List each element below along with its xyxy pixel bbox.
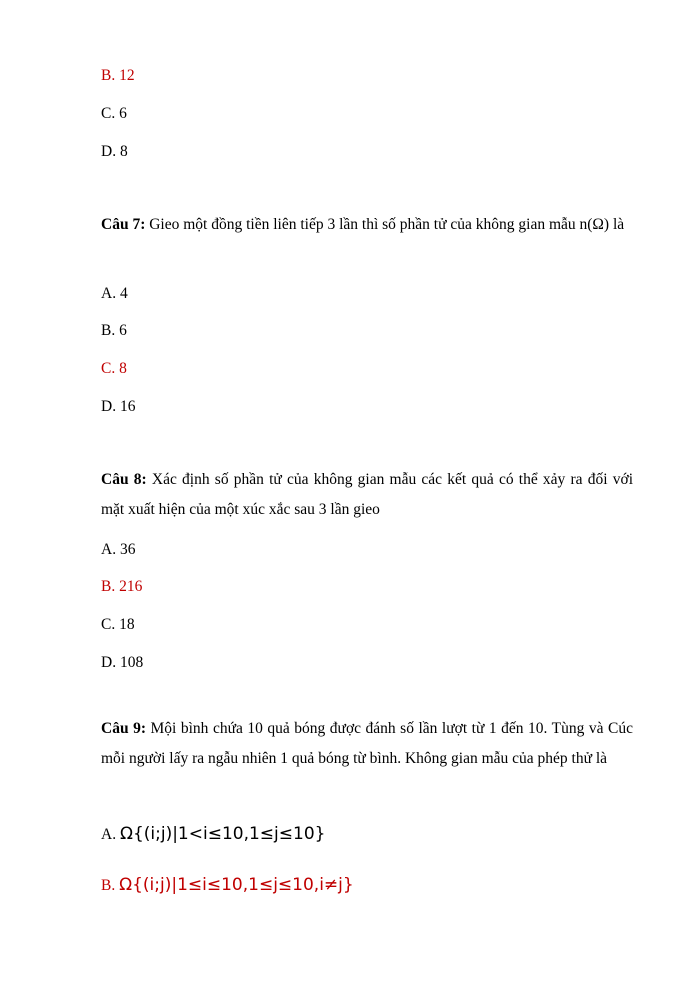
question-9-text: Mội bình chứa 10 quả bóng được đánh số lần lượt từ 1 đến 10. Tùng và Cúc mỗi người lấy ra ngẫu nhiên 1 quả bóng từ bình. Không gian mẫu của phép thử là (101, 720, 633, 767)
q8-option-a: A. 36 (101, 541, 136, 558)
q9-option-b-prefix: B. (101, 877, 120, 894)
question-7-text: Gieo một đồng tiền liên tiếp 3 lần thì số phần tử của không gian mẫu n(Ω) là (145, 216, 625, 233)
option-d: D. 8 (101, 143, 128, 160)
question-9 (101, 714, 633, 774)
q8-option-b: B. 216 (101, 578, 143, 595)
q9-option-a-math: Ω{(i;j)|1<i≤10,1≤j≤10} (119, 824, 326, 844)
q9-option-a-prefix: A. (101, 826, 120, 843)
q9-option-b (101, 872, 354, 899)
q8-option-d: D. 108 (101, 654, 144, 671)
question-7 (101, 210, 633, 240)
question-8 (101, 465, 633, 525)
q9-option-b-math: Ω{(i;j)|1≤i≤10,1≤j≤10,i≠j} (119, 875, 354, 895)
option-c: C. 6 (101, 105, 127, 122)
option-b: B. 12 (101, 67, 135, 84)
question-8-label: Câu 8: (101, 471, 147, 488)
q7-option-c: C. 8 (101, 360, 127, 377)
q7-option-a: A. 4 (101, 285, 128, 302)
q8-option-c: C. 18 (101, 616, 135, 633)
q7-option-b: B. 6 (101, 322, 127, 339)
question-7-label: Câu 7: (101, 216, 146, 233)
q7-option-d: D. 16 (101, 398, 136, 415)
q9-option-a (101, 821, 325, 848)
question-9-label: Câu 9: (101, 720, 146, 737)
question-8-text: Xác định số phần tử của không gian mẫu các kết quả có thể xảy ra đối với mặt xuất hiện của một xúc xắc sau 3 lần gieo (101, 471, 634, 518)
